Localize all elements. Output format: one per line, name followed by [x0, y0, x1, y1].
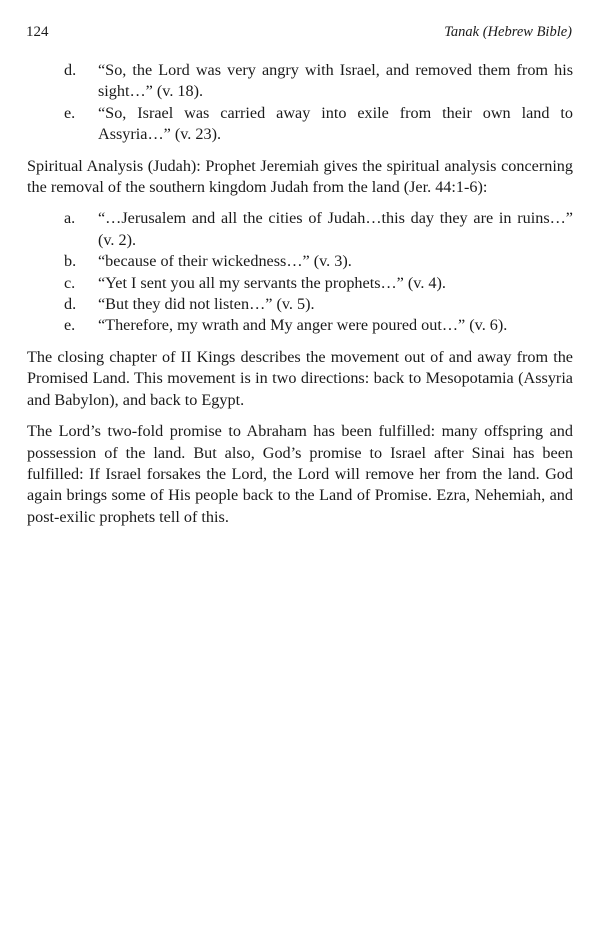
list-item-text: “So, the Lord was very angry with Israel, and removed them from his sight…” (v. 18). — [98, 61, 573, 101]
list-item-letter: b. — [64, 252, 77, 271]
list-item-letter: c. — [64, 273, 76, 292]
list-item — [27, 294, 573, 315]
page-body — [27, 60, 573, 538]
list-item-text: “Therefore, my wrath and My anger were poured out…” (v. 6). — [98, 316, 508, 335]
judah-quote-list — [27, 208, 573, 336]
list-item-text: “because of their wickedness…” (v. 3). — [98, 252, 352, 271]
list-item-letter: d. — [64, 61, 77, 79]
list-item — [27, 251, 573, 272]
running-head: Tanak (Hebrew Bible) — [444, 24, 572, 40]
page-number: 124 — [26, 24, 49, 40]
list-item — [27, 208, 573, 251]
list-item — [27, 60, 573, 103]
list-item-letter: a. — [64, 209, 76, 228]
list-item-letter: e. — [64, 316, 76, 335]
list-item — [27, 273, 573, 294]
spiritual-analysis-paragraph: Spiritual Analysis (Judah): Prophet Jeremiah gives the spiritual analysis concerning the removal of the southern kingdom Judah from the land (Jer. 44:1-6): — [27, 156, 573, 197]
list-item — [27, 103, 573, 146]
closing-chapter-paragraph: The closing chapter of II Kings describes the movement out of and away from the Promised Land. This movement is in two directions: back to Mesopotamia (Assyria and Babylon), and back to Egypt. — [27, 347, 573, 409]
list-item-text: “…Jerusalem and all the cities of Judah…this day they are in ruins…” (v. 2). — [98, 209, 573, 249]
list-item-text: “So, Israel was carried away into exile from their own land to Assyria…” (v. 23). — [98, 103, 573, 144]
list-item-letter: d. — [64, 295, 77, 314]
list-item-text: “But they did not listen…” (v. 5). — [98, 295, 315, 314]
list-item-letter: e. — [64, 103, 76, 122]
list-item — [27, 315, 573, 336]
list-item-text: “Yet I sent you all my servants the prophets…” (v. 4). — [98, 273, 446, 292]
promise-paragraph: The Lord’s two-fold promise to Abraham has been fulfilled: many offspring and possession of the land. But also, God’s promise to Israel after Sinai has been fulfilled: If Israel forsakes the Lord, the Lord will remove her from the land. God again brings some of His people back to the Land of Promise. Ezra, Nehemiah, and post-exilic prophets tell of this. — [27, 422, 573, 526]
israel-quote-list — [27, 60, 573, 146]
